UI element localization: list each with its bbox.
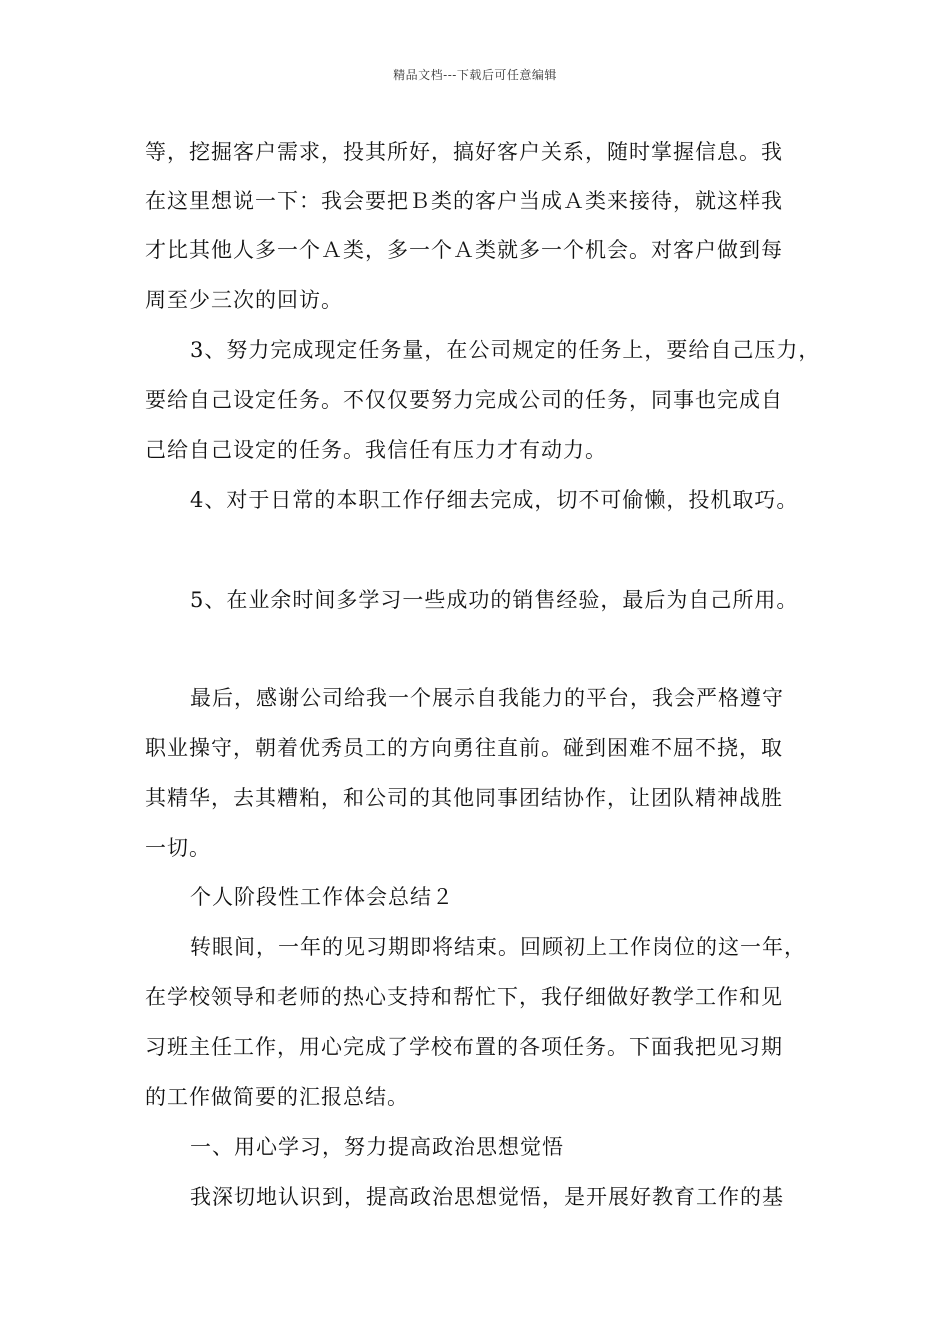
text-line: 才比其他人多一个Ａ类，多一个Ａ类就多一个机会。对客户做到每 <box>145 238 783 262</box>
section-heading: 个人阶段性工作体会总结２ <box>190 885 454 909</box>
text-line: 在学校领导和老师的热心支持和帮忙下，我仔细做好教学工作和见 <box>145 985 783 1009</box>
text-line: 己给自己设定的任务。我信任有压力才有动力。 <box>145 438 607 462</box>
text-line: 5、在业余时间多学习一些成功的销售经验，最后为自己所用。 <box>190 588 799 612</box>
text-line: 的工作做简要的汇报总结。 <box>145 1085 409 1109</box>
text-line: 3、努力完成现定任务量，在公司规定的任务上，要给自己压力， <box>190 338 821 362</box>
subsection-heading: 一、用心学习，努力提高政治思想觉悟 <box>190 1135 564 1159</box>
text-line: 周至少三次的回访。 <box>145 288 343 312</box>
text-line: 4、对于日常的本职工作仔细去完成，切不可偷懒，投机取巧。 <box>190 488 799 512</box>
text-line: 转眼间，一年的见习期即将结束。回顾初上工作岗位的这一年， <box>190 935 806 959</box>
text-line: 在这里想说一下：我会要把Ｂ类的客户当成Ａ类来接待，就这样我 <box>145 189 783 213</box>
text-line: 一切。 <box>145 836 211 860</box>
page-header: 精品文档---下载后可任意编辑 <box>393 68 557 82</box>
text-line: 我深切地认识到，提高政治思想觉悟，是开展好教育工作的基 <box>190 1185 784 1209</box>
text-line: 要给自己设定任务。不仅仅要努力完成公司的任务，同事也完成自 <box>145 388 783 412</box>
text-line: 其精华，去其糟粕，和公司的其他同事团结协作，让团队精神战胜 <box>145 786 783 810</box>
text-line: 习班主任工作，用心完成了学校布置的各项任务。下面我把见习期 <box>145 1035 783 1059</box>
text-line: 最后，感谢公司给我一个展示自我能力的平台，我会严格遵守 <box>190 686 784 710</box>
text-line: 职业操守，朝着优秀员工的方向勇往直前。碰到困难不屈不挠，取 <box>145 736 783 760</box>
text-line: 等，挖掘客户需求，投其所好，搞好客户关系，随时掌握信息。我 <box>145 140 783 164</box>
